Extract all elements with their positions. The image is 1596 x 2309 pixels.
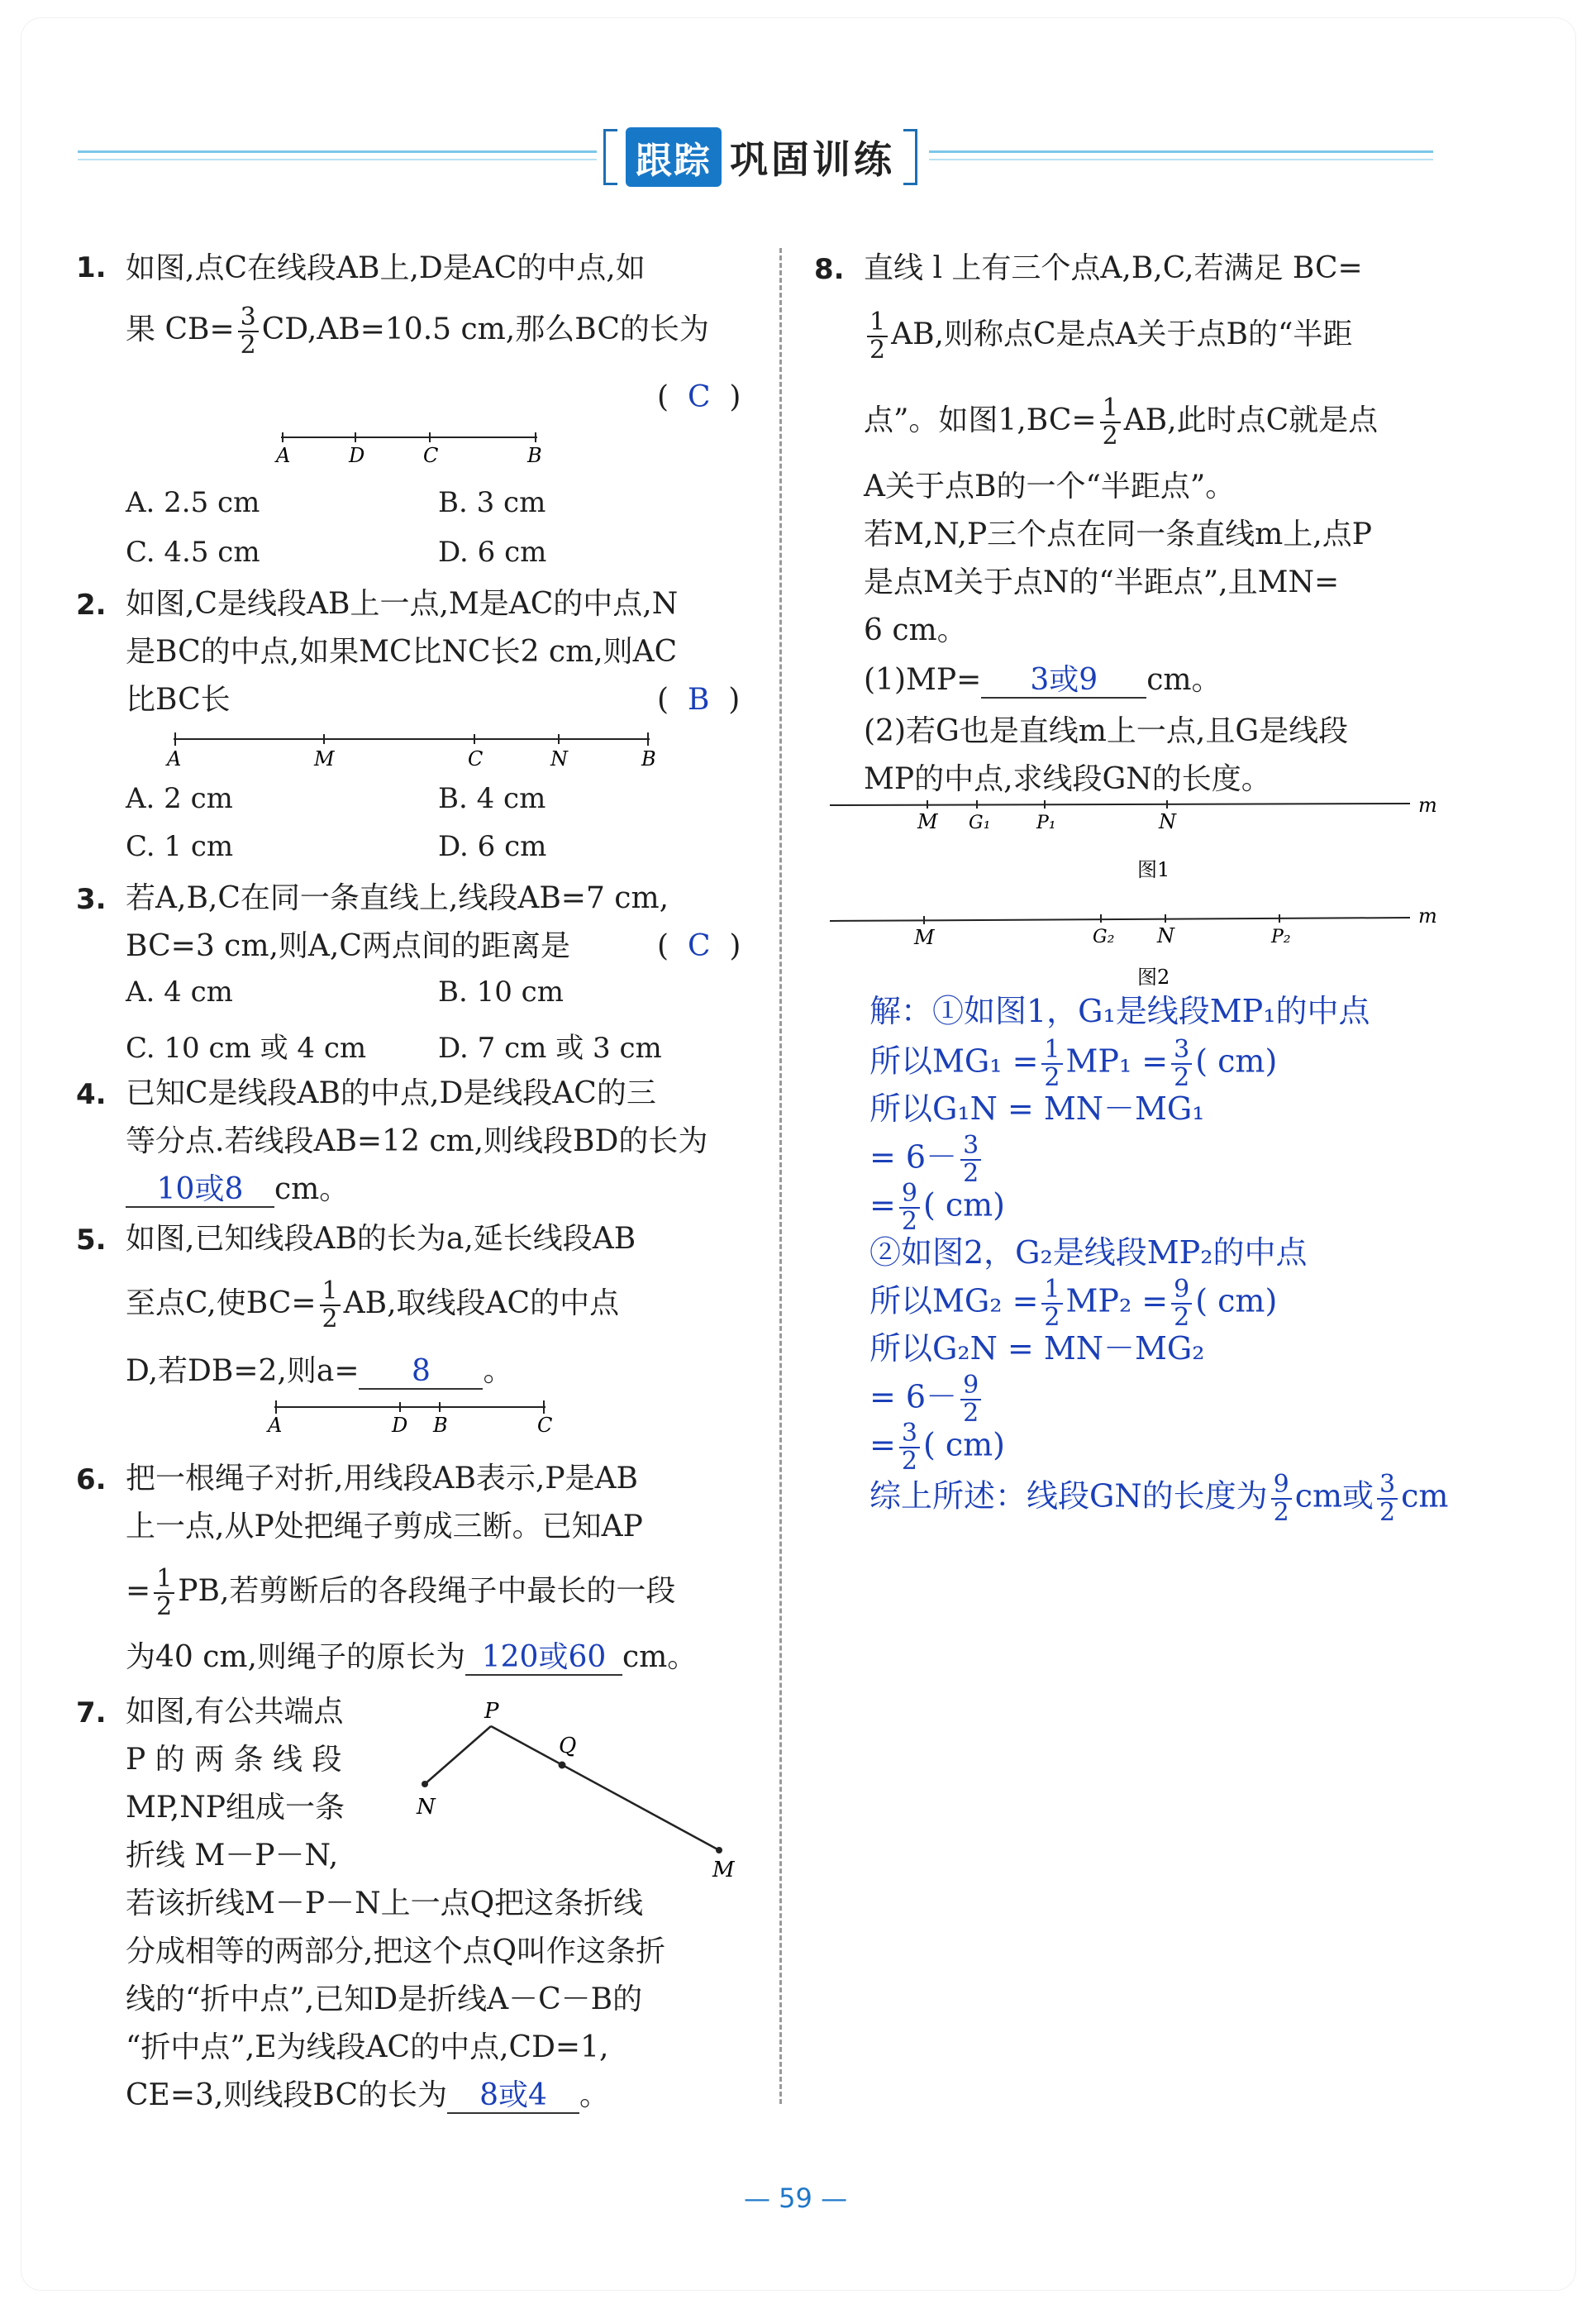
q7-fig-point-n (422, 1781, 428, 1787)
q5-number: 5. (76, 1224, 107, 1257)
solution-fraction-9: $\frac{9}{2}$ (1271, 1472, 1292, 1526)
solution-fraction-5: $\frac{1}{2}$ (1041, 1276, 1062, 1331)
q6-line4 (126, 1634, 697, 1682)
q8-line3 (864, 395, 1378, 450)
q7-fig-label-p: P (484, 1699, 499, 1724)
solution-fraction-2: $\frac{3}{2}$ (1171, 1037, 1192, 1091)
q8-line3b: AB,此时点C就是点 (1123, 403, 1379, 437)
q2-option-a[interactable]: A. 2 cm (126, 782, 233, 815)
q7-fig-label-q: Q (559, 1734, 577, 1758)
q8-fig1-line (830, 804, 1410, 805)
q4-line3 (126, 1166, 349, 1214)
q8-figure-2 (827, 904, 1471, 995)
q7-line8: “折中点”,E为线段AC的中点,CD=1, (126, 2030, 609, 2064)
header-tag: 跟踪 (626, 127, 722, 187)
q3-answer-paren: ( C ) (657, 929, 741, 963)
q7-answer[interactable]: 8或4 (447, 2079, 579, 2114)
q4-number: 4. (76, 1078, 107, 1111)
q8-line1: 直线 l 上有三个点A,B,C,若满足 BC= (864, 251, 1363, 285)
q2-answer-paren: ( B ) (657, 683, 741, 717)
q1-fig-label-d: D (349, 444, 365, 467)
q2-fig-label-b: B (641, 747, 656, 770)
q4-line1: 已知C是线段AB的中点,D是线段AC的三 (126, 1076, 656, 1110)
q8-fig1-label-n: N (1159, 810, 1176, 833)
q2-line3: 比BC长 (126, 683, 231, 717)
solution-fraction-4: $\frac{9}{2}$ (899, 1181, 920, 1235)
q8-fig2-label-m: M (914, 926, 935, 949)
q1-fig-label-a: A (276, 444, 291, 467)
q7-figure (405, 1678, 752, 1881)
q8-fig2-label-n: N (1157, 924, 1174, 947)
header-rule-left (78, 150, 597, 153)
q8-line4: A关于点B的一个“半距点”。 (864, 470, 1236, 503)
q1-fraction: $\frac{3}{2}$ (238, 304, 259, 359)
q8-figure-1 (827, 794, 1471, 893)
column-divider (779, 248, 782, 2104)
q5-fig-label-d: D (392, 1414, 408, 1437)
solution-fraction-6: $\frac{9}{2}$ (1171, 1276, 1192, 1331)
q3-line2: BC=3 cm,则A,C两点间的距离是 (126, 929, 570, 963)
solution-line-11: 综上所述：线段GN的长度为 $\frac{9}{2}$ cm或 $\frac{3}{2}$ cm (869, 1470, 1449, 1527)
q5-line2a: 至点C,使BC= (126, 1286, 317, 1320)
solution-line-5: = $\frac{9}{2}$ ( cm) (869, 1179, 1005, 1236)
q5-end: 。 (483, 1354, 513, 1388)
q8-sub1-answer[interactable]: 3或9 (981, 664, 1146, 699)
q2-fig-label-a: A (167, 747, 182, 770)
q1-fig-label-b: B (527, 444, 542, 467)
q7-number: 7. (76, 1696, 107, 1729)
q1-answer: C (687, 380, 711, 414)
q6-line3 (126, 1566, 675, 1620)
solution-fraction-7: $\frac{9}{2}$ (960, 1372, 981, 1427)
q5-fig-label-b: B (433, 1414, 448, 1437)
q2-figure (162, 726, 666, 771)
q6-line2: 上一点,从P处把绳子剪成三断。已知AP (126, 1510, 643, 1543)
q2-line1: 如图,C是线段AB上一点,M是AC的中点,N (126, 587, 679, 621)
q4-line2: 等分点.若线段AB=12 cm,则线段BD的长为 (126, 1124, 708, 1158)
q1-line2 (126, 304, 709, 359)
q6-answer[interactable]: 120或60 (465, 1641, 622, 1676)
q1-option-d[interactable]: D. 6 cm (438, 536, 547, 569)
q8-line2 (864, 309, 1352, 364)
header-title: 巩固训练 (730, 137, 895, 182)
q8-fig2-label-line: m (1418, 904, 1437, 928)
q8-fraction-1: $\frac{1}{2}$ (867, 309, 888, 364)
q7-end: 。 (579, 2078, 610, 2112)
q8-fig1-label-m: M (917, 810, 938, 833)
q1-number: 1. (76, 251, 107, 284)
q6-number: 6. (76, 1463, 107, 1496)
q2-option-c[interactable]: C. 1 cm (126, 830, 234, 863)
q7-fig-segment-pm (491, 1726, 719, 1850)
q8-fig1-label-g1: G₁ (969, 813, 991, 833)
q8-fig2-line (830, 918, 1410, 921)
q2-option-d[interactable]: D. 6 cm (438, 830, 547, 863)
q3-answer: C (687, 929, 711, 963)
q7-line9 (126, 2072, 609, 2120)
page-number: — 59 — (744, 2183, 848, 2214)
q3-option-d[interactable]: D. 7 cm 或 3 cm (438, 1032, 662, 1065)
q8-fig2-label-p2: P₂ (1271, 927, 1291, 947)
q2-fig-label-c: C (468, 747, 484, 770)
q1-line2b: CD,AB=10.5 cm,那么BC的长为 (261, 312, 709, 346)
q5-answer[interactable]: 8 (359, 1355, 483, 1390)
q4-answer[interactable]: 10或8 (126, 1173, 274, 1208)
q8-sub2-line1: (2)若G也是直线m上一点,且G是线段 (864, 714, 1349, 748)
q5-figure (256, 1395, 570, 1437)
solution-line-10: = $\frac{3}{2}$ ( cm) (869, 1419, 1005, 1476)
q6-line1: 把一根绳子对折,用线段AB表示,P是AB (126, 1462, 639, 1496)
q3-option-a[interactable]: A. 4 cm (126, 976, 233, 1009)
q5-line1: 如图,已知线段AB的长为a,延长线段AB (126, 1222, 636, 1256)
q1-option-c[interactable]: C. 4.5 cm (126, 536, 260, 569)
q7-fig-segment-np (425, 1726, 491, 1784)
q6-unit: cm。 (622, 1640, 698, 1674)
q1-line1: 如图,点C在线段AB上,D是AC的中点,如 (126, 251, 646, 285)
q8-sub1-label: (1)MP= (864, 663, 982, 697)
q3-option-b[interactable]: B. 10 cm (438, 976, 564, 1009)
q6-line3b: PB,若剪断后的各段绳子中最长的一段 (178, 1574, 676, 1608)
q3-option-c[interactable]: C. 10 cm 或 4 cm (126, 1032, 367, 1065)
header-rule-right-2 (929, 159, 1433, 160)
q7-fig-point-q (559, 1762, 566, 1769)
q8-sub2-line2: MP的中点,求线段GN的长度。 (864, 762, 1271, 796)
q8-fig2-label-g2: G₂ (1093, 927, 1115, 947)
q6-line4-text: 为40 cm,则绳子的原长为 (126, 1640, 465, 1674)
q8-fig1-label-line: m (1418, 794, 1437, 817)
solution-fraction-8: $\frac{3}{2}$ (899, 1420, 920, 1475)
q5-line2b: AB,取线段AC的中点 (343, 1286, 620, 1320)
q5-line3-text: D,若DB=2,则a= (126, 1354, 360, 1388)
q5-line2 (126, 1278, 619, 1333)
q2-number: 2. (76, 589, 107, 622)
q7-line9-text: CE=3,则线段BC的长为 (126, 2078, 448, 2112)
solution-line-8: 所以G₂N = MN－MG₂ (869, 1330, 1205, 1367)
section-header (603, 128, 917, 186)
header-bracket-left (603, 129, 617, 185)
solution-line-6: ②如图2，G₂是线段MP₂的中点 (869, 1234, 1308, 1271)
solution-fraction-10: $\frac{3}{2}$ (1377, 1472, 1398, 1526)
q3-number: 3. (76, 883, 107, 916)
q8-fig2-caption: 图2 (1137, 966, 1170, 989)
q8-line5: 若M,N,P三个点在同一条直线m上,点P (864, 518, 1372, 551)
q7-line2: P 的 两 条 线 段 (126, 1743, 342, 1777)
q7-fig-label-n: N (417, 1795, 436, 1820)
solution-fraction-1: $\frac{1}{2}$ (1041, 1037, 1062, 1091)
solution-line-3: 所以G₁N = MN－MG₁ (869, 1090, 1205, 1127)
q3-line1: 若A,B,C在同一条直线上,线段AB=7 cm, (126, 881, 669, 915)
solution-line-9: = 6－ $\frac{9}{2}$ (869, 1372, 984, 1427)
solution-fraction-3: $\frac{3}{2}$ (960, 1133, 981, 1187)
q1-figure (264, 426, 545, 467)
q2-fig-label-n: N (550, 747, 568, 770)
solution-line-2: 所以MG₁ = $\frac{1}{2}$ MP₁ = $\frac{3}{2}$ ( cm) (869, 1035, 1278, 1092)
q7-line6: 分成相等的两部分,把这个点Q叫作这条折 (126, 1935, 665, 1968)
q8-sub1 (864, 656, 1222, 704)
q8-line3a: 点”。如图1,BC= (864, 403, 1097, 437)
q2-option-b[interactable]: B. 4 cm (438, 782, 546, 815)
header-rule-right (929, 150, 1433, 153)
q5-fig-label-c: C (537, 1414, 553, 1437)
q7-line4: 折线 M－P－N, (126, 1839, 339, 1872)
q5-fig-label-a: A (268, 1414, 283, 1437)
q2-fig-label-m: M (314, 747, 335, 770)
q7-line5: 若该折线M－P－N上一点Q把这条折线 (126, 1887, 644, 1920)
q8-line7: 6 cm。 (864, 613, 967, 647)
q5-line3 (126, 1348, 513, 1395)
header-bracket-right (903, 129, 917, 185)
q1-option-b[interactable]: B. 3 cm (438, 486, 546, 519)
q2-line2: 是BC的中点,如果MC比NC长2 cm,则AC (126, 635, 678, 669)
solution-line-7: 所以MG₂ = $\frac{1}{2}$ MP₂ = $\frac{9}{2}$ ( cm) (869, 1275, 1278, 1332)
q7-line3: MP,NP组成一条 (126, 1791, 345, 1825)
q7-line7: 线的“折中点”,已知D是折线A－C－B的 (126, 1982, 643, 2016)
q1-answer-paren: ( C ) (657, 380, 741, 414)
q7-fig-label-m: M (712, 1858, 735, 1881)
q7-fig-point-m (716, 1847, 722, 1853)
header-rule-left-2 (78, 159, 597, 160)
q8-number: 8. (814, 253, 845, 286)
q6-fraction: $\frac{1}{2}$ (154, 1566, 174, 1620)
q8-fraction-2: $\frac{1}{2}$ (1100, 395, 1121, 450)
q7-line1: 如图,有公共端点 (126, 1695, 344, 1729)
q1-line2a: 果 CB= (126, 312, 235, 346)
q8-sub1-unit: cm。 (1146, 663, 1222, 697)
q4-unit: cm。 (274, 1172, 350, 1206)
q2-answer: B (687, 683, 710, 717)
q8-fig1-caption: 图1 (1137, 858, 1170, 881)
q5-fraction: $\frac{1}{2}$ (320, 1278, 341, 1333)
q8-line2b: AB,则称点C是点A关于点B的“半距 (891, 317, 1353, 351)
solution-line-1: 解：①如图1，G₁是线段MP₁的中点 (869, 993, 1370, 1029)
q6-line3a: = (126, 1574, 151, 1608)
q8-line6: 是点M关于点N的“半距点”,且MN= (864, 565, 1340, 599)
solution-line-4: = 6－ $\frac{3}{2}$ (869, 1133, 984, 1187)
q1-option-a[interactable]: A. 2.5 cm (126, 486, 260, 519)
q1-fig-label-c: C (423, 444, 439, 467)
q8-fig1-label-p1: P₁ (1036, 813, 1056, 833)
